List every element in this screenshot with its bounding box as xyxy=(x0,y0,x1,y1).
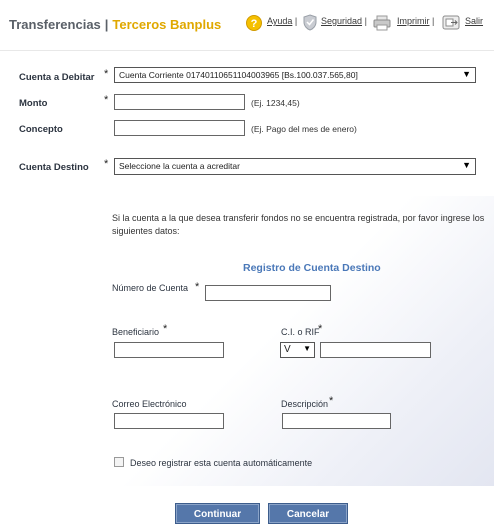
beneficiario-label: Beneficiario xyxy=(112,327,160,337)
correo-label: Correo Electrónico xyxy=(112,399,187,409)
title-separator: | xyxy=(104,17,109,32)
nav-print xyxy=(397,16,434,26)
nav-exit xyxy=(465,16,483,26)
registro-panel xyxy=(103,196,494,486)
ci-rif-label: C.I. o RIF xyxy=(281,327,320,337)
cuenta-destino-label: Cuenta Destino xyxy=(19,162,89,173)
concepto-hint: (Ej. Pago del mes de enero) xyxy=(251,124,357,134)
ci-type-select[interactable] xyxy=(280,342,315,358)
dropdown-arrow-icon: ▼ xyxy=(462,69,471,79)
cancel-button[interactable]: Cancelar xyxy=(268,503,348,524)
required-mark: * xyxy=(163,323,168,335)
header-divider xyxy=(0,50,494,51)
nav-security xyxy=(321,16,367,26)
title-bank: Terceros Banplus xyxy=(112,17,222,32)
concepto-label: Concepto xyxy=(19,124,63,135)
page-title xyxy=(9,17,221,32)
cuenta-debitar-select[interactable] xyxy=(114,67,476,83)
monto-label: Monto xyxy=(19,98,48,109)
dropdown-arrow-icon: ▼ xyxy=(303,344,311,353)
cuenta-destino-select[interactable] xyxy=(114,158,476,175)
ci-type-value: V xyxy=(284,344,291,355)
descripcion-label: Descripción xyxy=(281,399,329,409)
header xyxy=(0,0,494,50)
cuenta-debitar-value: Cuenta Corriente 01740110651104003965 [Bs.100.037.565,80] xyxy=(119,70,358,80)
registro-info-text: Si la cuenta a la que desea transferir fondos no se encuentra registrada, por favor ingrese los siguientes datos: xyxy=(112,213,485,236)
printer-icon[interactable] xyxy=(373,15,391,31)
nav-divider: | xyxy=(432,16,435,26)
dropdown-arrow-icon: ▼ xyxy=(462,160,471,170)
save-account-label: Deseo registrar esta cuenta automáticamente xyxy=(130,458,313,468)
save-account-checkbox[interactable] xyxy=(114,457,124,467)
nav-divider: | xyxy=(294,16,298,26)
required-mark: * xyxy=(104,158,109,170)
beneficiario-input[interactable] xyxy=(114,342,224,358)
concepto-input[interactable] xyxy=(114,120,245,136)
help-link[interactable]: Ayuda xyxy=(267,16,293,26)
cuenta-destino-value: Seleccione la cuenta a acreditar xyxy=(119,161,240,171)
descripcion-input[interactable] xyxy=(282,413,391,429)
ci-rif-input[interactable] xyxy=(320,342,431,358)
numero-cuenta-label: Número de Cuenta xyxy=(112,283,189,293)
exit-link[interactable]: Salir xyxy=(465,16,484,26)
nav-divider: | xyxy=(364,16,367,26)
required-mark: * xyxy=(318,323,323,335)
required-mark: * xyxy=(329,395,334,407)
cuenta-debitar-label: Cuenta a Debitar xyxy=(19,72,95,83)
monto-hint: (Ej. 1234,45) xyxy=(251,98,300,108)
required-mark: * xyxy=(104,94,109,106)
exit-icon[interactable] xyxy=(442,15,460,30)
continue-button[interactable]: Continuar xyxy=(175,503,260,524)
required-mark: * xyxy=(195,281,200,293)
registro-title: Registro de Cuenta Destino xyxy=(243,262,381,274)
nav-help xyxy=(267,16,297,26)
title-section: Transferencias xyxy=(9,17,101,32)
required-mark: * xyxy=(104,68,109,80)
correo-input[interactable] xyxy=(114,413,224,429)
monto-input[interactable] xyxy=(114,94,245,110)
print-link[interactable]: Imprimir xyxy=(397,16,430,26)
security-link[interactable]: Seguridad xyxy=(321,16,363,26)
shield-icon[interactable] xyxy=(303,14,317,31)
help-icon[interactable]: ? xyxy=(246,15,262,31)
numero-cuenta-input[interactable] xyxy=(205,285,331,301)
